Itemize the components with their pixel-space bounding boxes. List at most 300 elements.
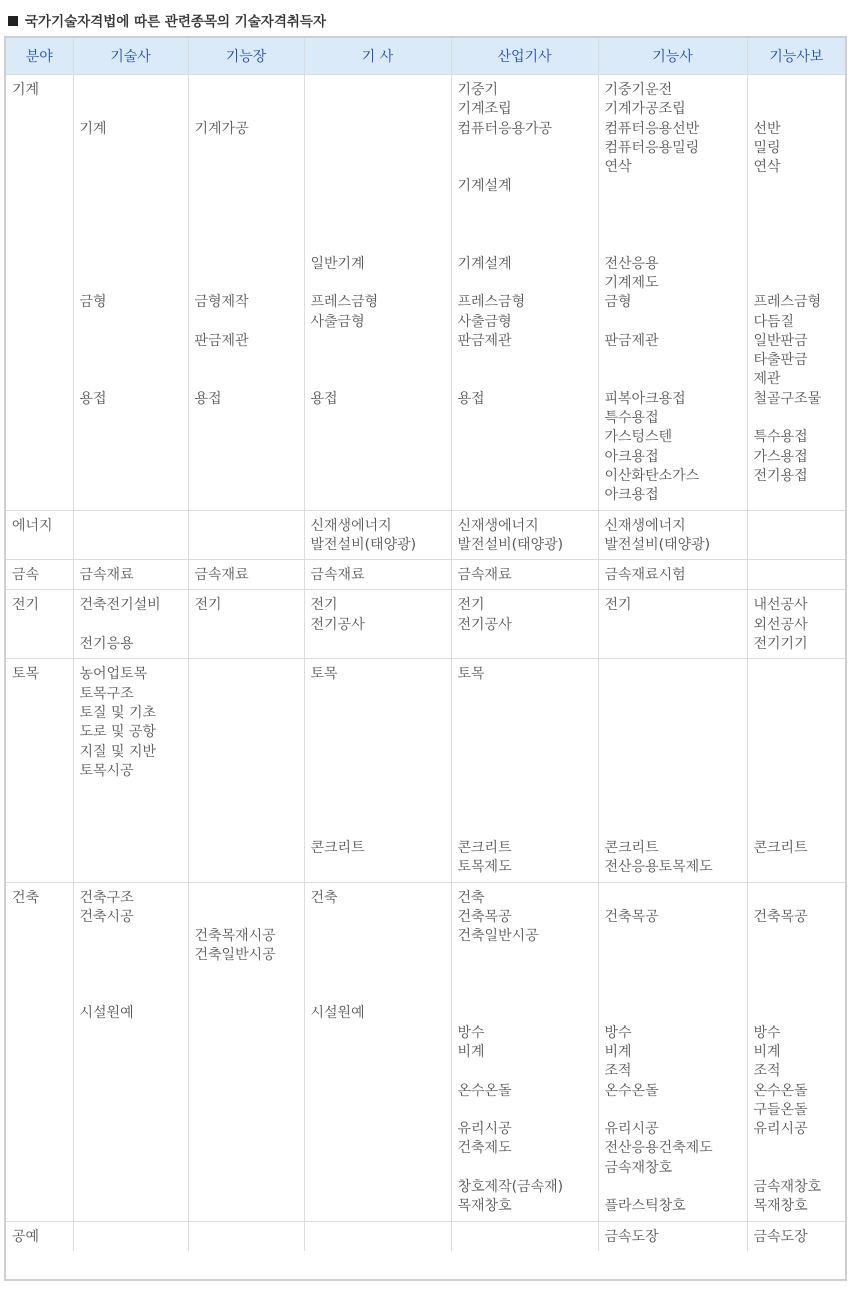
qualification-item: 판금제관 [604,332,659,349]
qualification-item [754,820,846,839]
qualification-item: 피복아크용접 [604,390,686,407]
qualification-item [311,100,451,119]
header-engineer: 기 사 [304,38,451,75]
qualification-item: 온수온돌 [457,1082,512,1099]
qualification-item: 온수온돌 [753,1082,808,1099]
qualification-item: 기중기 [457,82,499,98]
cell-industrial-engineer [451,510,598,560]
qualification-item [311,723,451,742]
cell-assistant-craftsman [747,659,845,882]
qualification-item: 전기 [457,597,485,614]
qualification-item [605,216,747,235]
qualification-item: 기계설계 [457,255,512,272]
cell-craftsman [598,659,747,882]
header-field: 분야 [6,38,73,75]
qualification-item: 콘크리트 [604,839,659,856]
cell-professional-engineer [73,560,188,590]
qualification-item: 전기 [310,597,338,614]
qualification-item: 콘크리트 [753,839,808,856]
qualification-item: 철골구조물 [753,390,822,407]
qualification-item: 아크용접 [604,487,659,504]
qualification-item: 외선공사 [753,616,808,633]
qualification-item [311,820,451,839]
qualification-item [311,762,451,781]
field-cell [6,590,73,659]
qualification-item: 창호제작(금속재) [457,1179,564,1196]
qualification-item [311,743,451,762]
qualification-item [605,1004,747,1023]
qualification-item [311,985,451,1004]
qualification-item [605,800,747,819]
header-craftsman: 기능사 [598,38,747,75]
cell-craftsman [598,75,747,511]
qualification-item: 콘크리트 [457,839,512,856]
qualification-item: 발전설비(태양광) [310,536,417,553]
qualification-item: 금형제작 [194,294,249,311]
qualification-item [754,177,846,196]
qualification-item: 건축전기설비 [79,597,161,614]
cell-craftsman [598,590,747,659]
qualification-item [605,781,747,800]
qualification-item: 제관 [753,371,781,388]
qualification-item [754,704,846,723]
qualification-item [311,332,451,351]
qualification-item [80,370,188,389]
header-master-craftsman: 기능장 [188,38,304,75]
qualification-item [754,197,846,216]
qualification-item [754,255,846,274]
qualification-item [605,704,747,723]
qualification-item [458,139,598,158]
qualification-item [311,274,451,293]
qualification-item [311,120,451,139]
cell-industrial-engineer [451,1221,598,1251]
qualification-item [80,616,188,635]
qualification-item: 토목 [457,666,485,683]
qualification-item [311,946,451,965]
cell-assistant-craftsman [747,560,845,590]
qualification-item: 신재생에너지 [310,517,392,534]
qualification-item: 신재생에너지 [604,517,686,534]
qualification-item [458,1004,598,1023]
qualification-item: 건축목재시공 [194,928,276,945]
qualification-item [195,139,304,158]
section-title-text: 국가기술자격법에 따른 관련종목의 기술자격취득자 [25,14,327,30]
field-cell [6,659,73,882]
qualification-item: 지질 및 지반 [79,743,157,760]
qualification-item: 건축일반시공 [457,928,539,945]
qualification-item [754,946,846,965]
qualification-item: 판금제관 [457,332,512,349]
qualification-item [80,81,188,100]
qualification-item [195,313,304,332]
qualification-item [311,781,451,800]
qualification-item: 전기 [194,597,222,614]
cell-assistant-craftsman [747,510,845,560]
cell-professional-engineer [73,659,188,882]
qualification-item: 건축구조 [79,889,134,906]
qualification-item: 금속재창호 [604,1159,673,1176]
qualification-item [80,332,188,351]
cell-engineer [304,882,451,1221]
qualification-item [605,665,747,684]
qualification-item [458,351,598,370]
qualification-item: 기계설계 [457,178,512,195]
cell-engineer [304,1221,451,1251]
cell-engineer [304,560,451,590]
qualification-item [195,100,304,119]
field-label: 토목 [12,666,40,683]
qualification-item [605,351,747,370]
qualification-item: 전기용접 [753,467,808,484]
qualification-item: 유리시공 [604,1121,659,1138]
cell-industrial-engineer [451,590,598,659]
cell-craftsman [598,510,747,560]
qualification-item [80,177,188,196]
field-cell [6,560,73,590]
qualification-item [311,351,451,370]
qualification-item [754,1004,846,1023]
qualification-item: 일반기계 [310,255,365,272]
qualification-item [311,800,451,819]
qualification-item: 조적 [753,1063,781,1080]
qualification-item [458,370,598,389]
qualification-item [458,235,598,254]
qualification-item: 전기공사 [457,616,512,633]
field-cell [6,510,73,560]
qualification-item: 용접 [310,390,338,407]
qualification-item: 건축목공 [753,908,808,925]
table-row [6,560,845,590]
field-label: 공예 [12,1228,40,1245]
qualification-item [195,197,304,216]
cell-professional-engineer [73,1221,188,1251]
qualification-item: 플라스틱창호 [604,1198,686,1215]
qualification-item: 금속재료 [310,567,365,584]
cell-industrial-engineer [451,75,598,511]
qualification-item [80,927,188,946]
field-cell [6,882,73,1221]
qualification-item: 금속재료 [79,567,134,584]
table-row [6,510,845,560]
qualification-item [605,1178,747,1197]
qualification-item [80,351,188,370]
qualification-item [195,158,304,177]
qualification-item [311,81,451,100]
qualification-item: 토목제도 [457,859,512,876]
qualification-item: 사출금형 [457,313,512,330]
qualification-item [311,139,451,158]
qualification-item: 금속도장 [753,1228,808,1245]
qualification-item [80,216,188,235]
qualification-item [80,197,188,216]
qualification-item: 전기기기 [753,636,808,653]
cell-engineer [304,590,451,659]
qualification-item [311,158,451,177]
qualification-item: 기계가공 [194,120,249,137]
qualification-item: 특수용접 [753,429,808,446]
qualification-item [754,927,846,946]
qualification-item: 농어업토목 [79,666,148,683]
qualification-item [458,946,598,965]
qualification-item: 금형 [79,294,107,311]
cell-industrial-engineer [451,560,598,590]
qualification-item: 비계 [604,1043,632,1060]
qualification-item: 컴퓨터응용가공 [457,120,553,137]
qualification-item: 방수 [604,1024,632,1041]
qualification-item [605,313,747,332]
qualification-item: 건축 [310,889,338,906]
qualification-item [80,985,188,1004]
qualification-item [458,197,598,216]
qualification-item [311,927,451,946]
qualification-item: 시설원예 [310,1005,365,1022]
qualification-item [80,158,188,177]
qualification-item [458,1101,598,1120]
qualification-item: 용접 [194,390,222,407]
qualification-item: 금속재창호 [753,1179,822,1196]
qualification-item: 선반 [753,120,781,137]
qualification-table [6,38,845,1251]
qualification-item: 발전설비(태양광) [604,536,711,553]
qualification-item [458,762,598,781]
cell-master-craftsman [188,659,304,882]
qualification-item [754,762,846,781]
qualification-item [458,216,598,235]
qualification-item: 방수 [457,1024,485,1041]
qualification-item [605,946,747,965]
qualification-item [605,685,747,704]
qualification-item [458,743,598,762]
qualification-item [80,255,188,274]
qualification-item: 금속재료 [457,567,512,584]
qualification-item [458,723,598,742]
qualification-item [195,908,304,927]
qualification-item [458,704,598,723]
table-row [6,75,845,511]
qualification-item: 유리시공 [753,1121,808,1138]
qualification-item [195,274,304,293]
field-label: 에너지 [12,517,53,534]
qualification-item: 기계조립 [457,101,512,118]
qualification-item [311,685,451,704]
field-cell [6,1221,73,1251]
qualification-item: 목재창호 [753,1198,808,1215]
qualification-item [754,235,846,254]
qualification-item [80,235,188,254]
field-label: 전기 [12,597,40,614]
qualification-item: 온수온돌 [604,1082,659,1099]
table-row [6,882,845,1221]
qualification-item [80,946,188,965]
qualification-item: 기중기운전 [604,82,673,98]
qualification-item: 기계제도 [604,274,659,291]
qualification-item: 컴퓨터응용선반 [604,120,700,137]
qualification-item: 토목 [310,666,338,683]
square-bullet-icon [8,16,18,26]
cell-craftsman [598,560,747,590]
qualification-item [458,966,598,985]
qualification-item [605,889,747,908]
qualification-item [605,985,747,1004]
cell-craftsman [598,1221,747,1251]
cell-master-craftsman [188,75,304,511]
qualification-item: 이산화탄소가스 [604,467,700,484]
qualification-item [754,216,846,235]
qualification-item: 연삭 [604,159,632,176]
qualification-item [605,927,747,946]
qualification-item: 기계가공조립 [604,101,686,118]
qualification-item [195,370,304,389]
qualification-item: 방수 [753,1024,781,1041]
qualification-item [80,966,188,985]
qualification-item [195,889,304,908]
qualification-item: 전산응용 [604,255,659,272]
qualification-item [605,743,747,762]
cell-professional-engineer [73,590,188,659]
qualification-item: 건축시공 [79,908,134,925]
qualification-item: 비계 [457,1043,485,1060]
qualification-item [458,1159,598,1178]
qualification-item [754,685,846,704]
cell-professional-engineer [73,75,188,511]
qualification-item: 용접 [79,390,107,407]
qualification-item [605,235,747,254]
qualification-item: 구들온돌 [753,1101,808,1118]
qualification-item: 기계 [79,120,107,137]
qualification-item: 사출금형 [310,313,365,330]
qualification-item [458,781,598,800]
qualification-item: 조적 [604,1063,632,1080]
cell-assistant-craftsman [747,882,845,1221]
table-row [6,659,845,882]
qualification-item [754,665,846,684]
qualification-item [754,743,846,762]
cell-master-craftsman [188,882,304,1221]
table-row [6,590,845,659]
qualification-item [311,966,451,985]
cell-craftsman [598,882,747,1221]
header-professional-engineer: 기술사 [73,38,188,75]
qualification-item [311,197,451,216]
qualification-item [754,274,846,293]
qualification-item: 밀링 [753,139,781,156]
qualification-item [754,966,846,985]
qualification-item [80,139,188,158]
qualification-item: 전기 [604,597,632,614]
qualification-item: 금속재료 [194,567,249,584]
cell-professional-engineer [73,882,188,1221]
qualification-item [311,177,451,196]
qualification-item [80,313,188,332]
qualification-item [754,985,846,1004]
field-label: 기계 [12,82,40,98]
qualification-item: 토목시공 [79,762,134,779]
qualification-item [605,177,747,196]
table-header-row [6,38,845,75]
qualification-item: 금속도장 [604,1228,659,1245]
table-row [6,1221,845,1251]
cell-master-craftsman [188,1221,304,1251]
cell-engineer [304,510,451,560]
qualification-item [458,800,598,819]
qualification-item: 금속재료시험 [604,567,686,584]
qualification-item: 연삭 [753,159,781,176]
cell-assistant-craftsman [747,75,845,511]
qualification-item [754,800,846,819]
qualification-item [458,274,598,293]
qualification-item [458,685,598,704]
qualification-item: 전산응용건축제도 [604,1140,713,1157]
qualification-item: 시설원예 [79,1005,134,1022]
qualification-item: 판금제관 [194,332,249,349]
qualification-item [605,723,747,742]
qualification-item [458,158,598,177]
qualification-item: 전산응용토목제도 [604,859,713,876]
qualification-item: 프레스금형 [753,294,822,311]
cell-professional-engineer [73,510,188,560]
qualification-item: 토목구조 [79,685,134,702]
qualification-item [80,100,188,119]
qualification-item [458,820,598,839]
cell-assistant-craftsman [747,1221,845,1251]
qualification-item [458,985,598,1004]
qualification-item: 발전설비(태양광) [457,536,564,553]
cell-master-craftsman [188,510,304,560]
section-title [8,12,326,32]
qualification-item [754,781,846,800]
qualification-item [754,889,846,908]
qualification-item: 특수용접 [604,410,659,427]
cell-master-craftsman [188,590,304,659]
qualification-item: 목재창호 [457,1198,512,1215]
qualification-item [754,1159,846,1178]
qualification-item [311,370,451,389]
qualification-item [754,100,846,119]
qualification-item: 건축제도 [457,1140,512,1157]
qualification-item [195,255,304,274]
qualification-item: 건축 [457,889,485,906]
cell-master-craftsman [188,560,304,590]
cell-industrial-engineer [451,659,598,882]
qualification-item: 건축일반시공 [194,947,276,964]
qualification-item: 토질 및 기초 [79,704,157,721]
qualification-item: 비계 [753,1043,781,1060]
qualification-item [605,820,747,839]
header-assistant-craftsman: 기능사보 [747,38,845,75]
qualification-item [80,274,188,293]
qualification-item: 건축목공 [604,908,659,925]
cell-engineer [304,659,451,882]
qualification-item [458,1062,598,1081]
qualification-item [195,81,304,100]
cell-engineer [304,75,451,511]
qualification-item: 일반판금 [753,332,808,349]
qualification-item [605,197,747,216]
qualification-item: 프레스금형 [310,294,379,311]
qualification-item [754,409,846,428]
qualification-item: 콘크리트 [310,839,365,856]
qualification-table-container [4,36,847,1281]
qualification-item [311,704,451,723]
qualification-item: 전기공사 [310,616,365,633]
qualification-item [605,370,747,389]
qualification-item: 금형 [604,294,632,311]
qualification-item [754,1139,846,1158]
qualification-item: 전기응용 [79,636,134,653]
header-industrial-engineer: 산업기사 [451,38,598,75]
qualification-item: 도로 및 공항 [79,724,157,741]
